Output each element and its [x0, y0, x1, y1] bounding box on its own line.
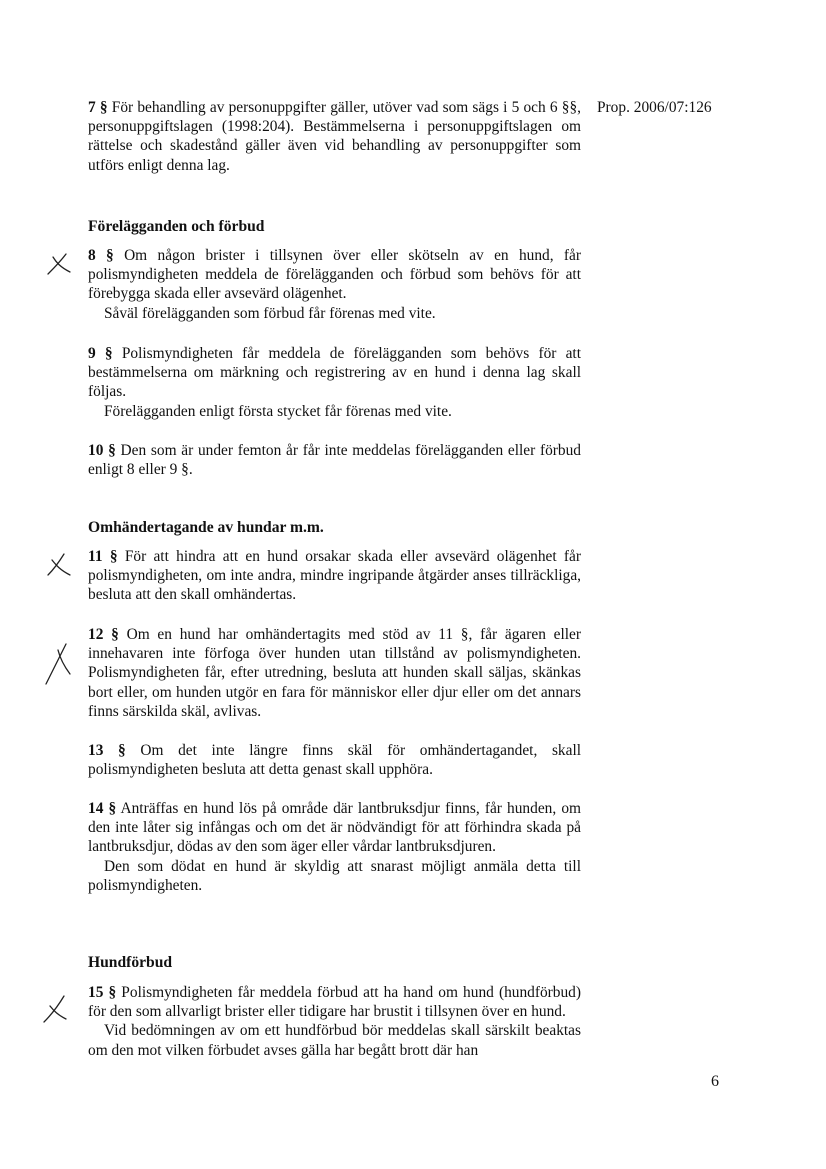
section-15 [88, 983, 581, 1060]
section-12 [88, 625, 581, 721]
section-heading [88, 953, 581, 972]
section-13 [88, 741, 581, 779]
paragraph-text: Polismyndigheten får meddela förbud att ha hand om hund (hundförbud) för den som allvarligt brister eller tidigare har brustit i tillsynen över en hund. [88, 984, 582, 1021]
handwritten-x-mark [40, 994, 70, 1024]
handwritten-x-mark [44, 248, 72, 278]
paragraph [88, 625, 581, 721]
section-8 [88, 246, 581, 323]
section-number: 9 § [88, 345, 113, 362]
section-11 [88, 547, 581, 605]
handwritten-x-mark [44, 550, 72, 580]
section-number: 14 § [88, 800, 117, 817]
paragraph [88, 799, 581, 857]
section-number: 10 § [88, 442, 116, 459]
section-number: 8 § [88, 247, 114, 264]
paragraph [88, 441, 581, 479]
paragraph [88, 983, 581, 1021]
paragraph-text: Om en hund har omhändertagits med stöd av 11 §, får ägaren eller innehavaren inte förfoga över hunden utan tillstånd av polismyndigheten. Polismyndigheten får, efter utredning, besluta att hunden skall säljas, skänkas bort eller, om hunden utgör en fara för människor eller djur eller om det annars finns särskilda skäl, avlivas. [88, 626, 582, 720]
section-10 [88, 441, 581, 479]
heading-text: Hundförbud [88, 954, 173, 971]
paragraph: Vid bedömningen av om ett hundförbud bör meddelas skall särskilt beaktas om den mot vilken förbudet avses gälla har begått brott där han [88, 1022, 581, 1059]
section-number: 11 § [88, 548, 118, 565]
paragraph [88, 344, 581, 402]
proposition-reference: Prop. 2006/07:126 [597, 99, 712, 116]
section-7 [88, 98, 581, 175]
paragraph-text: För behandling av personuppgifter gäller, utöver vad som sägs i 5 och 6 §§, personuppgiftslagen (1998:204). Bestämmelserna i personuppgiftslagen om rättelse och skadestånd gäller även vid behandling av personuppgifter som utförs enligt denna lag. [88, 99, 581, 174]
paragraph-text: Om det inte längre finns skäl för omhändertagandet, skall polismyndigheten besluta att detta genast skall upphöra. [88, 742, 582, 779]
paragraph-text: Den som är under femton år får inte meddelas förelägganden eller förbud enligt 8 eller 9 §. [88, 442, 581, 479]
page-number: 6 [711, 1073, 719, 1090]
paragraph: Den som dödat en hund är skyldig att snarast möjligt anmäla detta till polismyndigheten. [88, 857, 581, 894]
heading-text: Förelägganden och förbud [88, 218, 265, 235]
paragraph [88, 547, 581, 605]
paragraph-text: Anträffas en hund lös på område där lantbruksdjur finns, får hunden, om den inte låter sig infångas och om det är nödvändigt för att förhindra skada på lantbruksdjur, dödas av den som äger eller vårdar lantbruksdjuren. [88, 800, 581, 856]
section-heading [88, 217, 581, 236]
paragraph [88, 741, 581, 779]
paragraph-text: Om någon brister i tillsynen över eller skötseln av en hund, får polismyndigheten meddela de förelägganden och förbud som behövs för att förebygga skada eller avsevärd olägenhet. [88, 247, 581, 303]
paragraph: Förelägganden enligt första stycket får förenas med vite. [104, 402, 452, 420]
paragraph-text: Polismyndigheten får meddela de förelägganden som behövs för att bestämmelserna om märkning och registrering av en hund i denna lag skall följas. [88, 345, 581, 401]
section-9 [88, 344, 581, 421]
paragraph: Såväl förelägganden som förbud får förenas med vite. [104, 304, 436, 322]
section-number: 12 § [88, 626, 119, 643]
section-number: 15 § [88, 984, 117, 1001]
heading-text: Omhändertagande av hundar m.m. [88, 519, 324, 536]
paragraph [88, 246, 581, 304]
paragraph [88, 98, 581, 175]
section-heading [88, 518, 581, 537]
section-number: 7 § [88, 99, 108, 116]
paragraph-text: För att hindra att en hund orsakar skada eller avsevärd olägenhet får polismyndigheten, om inte andra, mindre ingripande åtgärder anses tillräckliga, besluta att den skall omhändertas. [88, 548, 581, 604]
section-number: 13 § [88, 742, 126, 759]
section-14 [88, 799, 581, 895]
handwritten-x-mark [42, 640, 72, 686]
